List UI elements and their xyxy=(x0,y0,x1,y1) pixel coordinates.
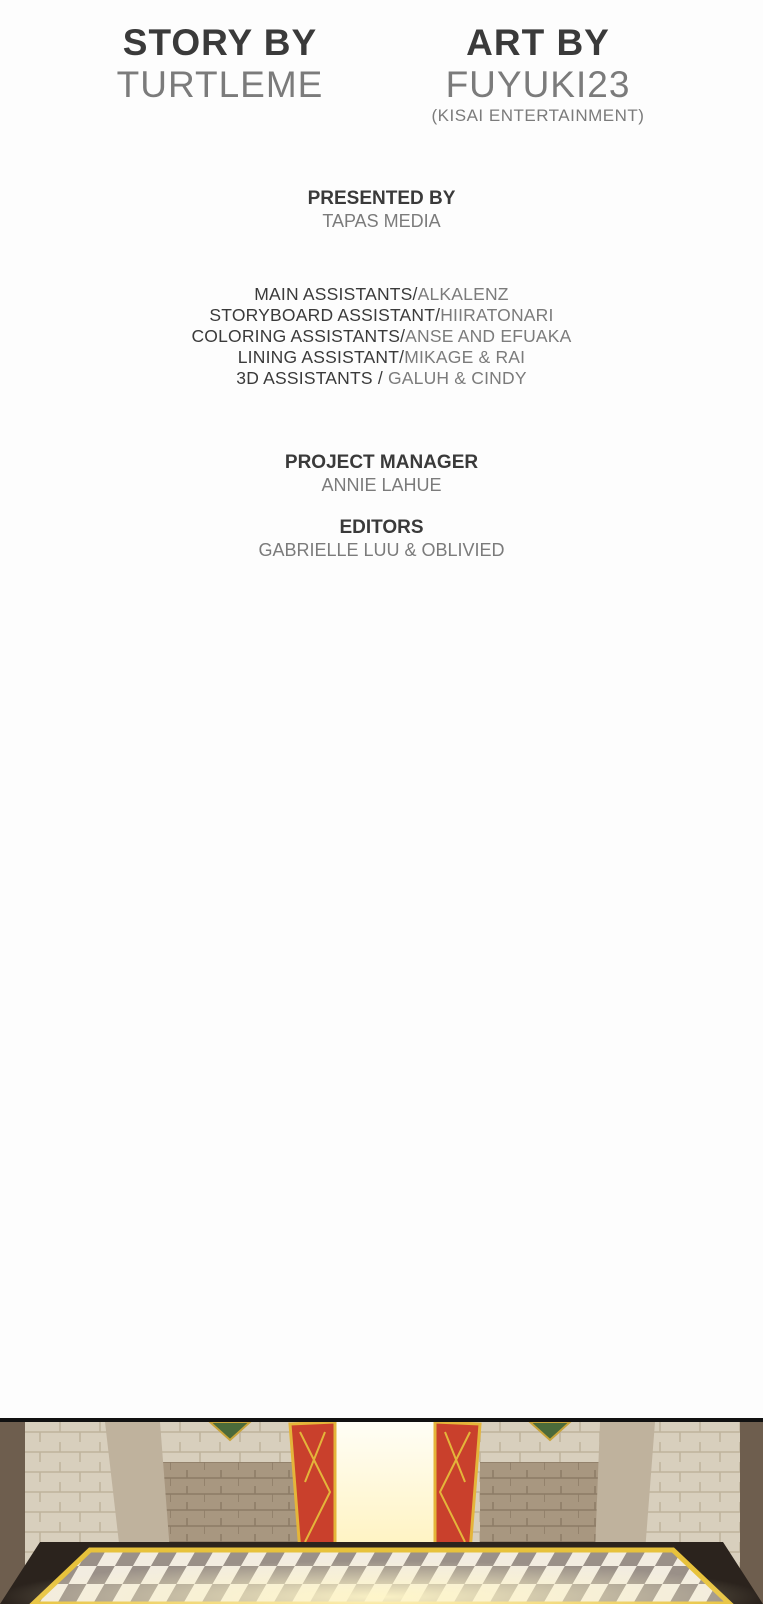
project-manager-label: PROJECT MANAGER xyxy=(284,452,479,473)
palace-hall-artwork xyxy=(0,1422,763,1604)
assistant-names: MIKAGE & RAI xyxy=(404,347,526,367)
art-credit xyxy=(418,22,658,126)
assistant-credit-line xyxy=(0,347,763,368)
story-credit xyxy=(100,22,340,106)
editors-block xyxy=(0,517,763,561)
assistant-names: HIIRATONARI xyxy=(440,305,554,325)
assistant-role: 3D ASSISTANTS / xyxy=(236,368,388,388)
assistant-role: LINING ASSISTANT/ xyxy=(237,347,405,367)
project-manager-name: ANNIE LAHUE xyxy=(321,475,442,495)
assistants-block xyxy=(0,284,763,389)
art-author-name: FUYUKI23 xyxy=(445,64,631,105)
assistant-credit-line xyxy=(0,305,763,326)
story-label: STORY BY xyxy=(122,22,318,63)
editors-names: GABRIELLE LUU & OBLIVIED xyxy=(258,540,505,560)
assistant-credit-line xyxy=(0,284,763,305)
assistant-names: GALUH & CINDY xyxy=(387,368,527,388)
assistant-role: MAIN ASSISTANTS/ xyxy=(254,284,418,304)
story-author-name: TURTLEME xyxy=(116,64,324,105)
presenter-name: TAPAS MEDIA xyxy=(322,211,441,231)
assistant-names: ALKALENZ xyxy=(417,284,509,304)
project-manager-block xyxy=(0,452,763,496)
assistant-role: COLORING ASSISTANTS/ xyxy=(191,326,406,346)
assistant-credit-line xyxy=(0,368,763,389)
presented-by-block xyxy=(0,188,763,232)
art-studio-name: (KISAI ENTERTAINMENT) xyxy=(431,106,645,125)
assistant-names: ANSE AND EFUAKA xyxy=(405,326,572,346)
palace-hall-illustration xyxy=(0,1418,763,1604)
assistant-role: STORYBOARD ASSISTANT/ xyxy=(209,305,441,325)
presented-by-label: PRESENTED BY xyxy=(307,188,456,209)
editors-label: EDITORS xyxy=(339,517,424,538)
art-label: ART BY xyxy=(466,22,610,63)
assistant-credit-line xyxy=(0,326,763,347)
